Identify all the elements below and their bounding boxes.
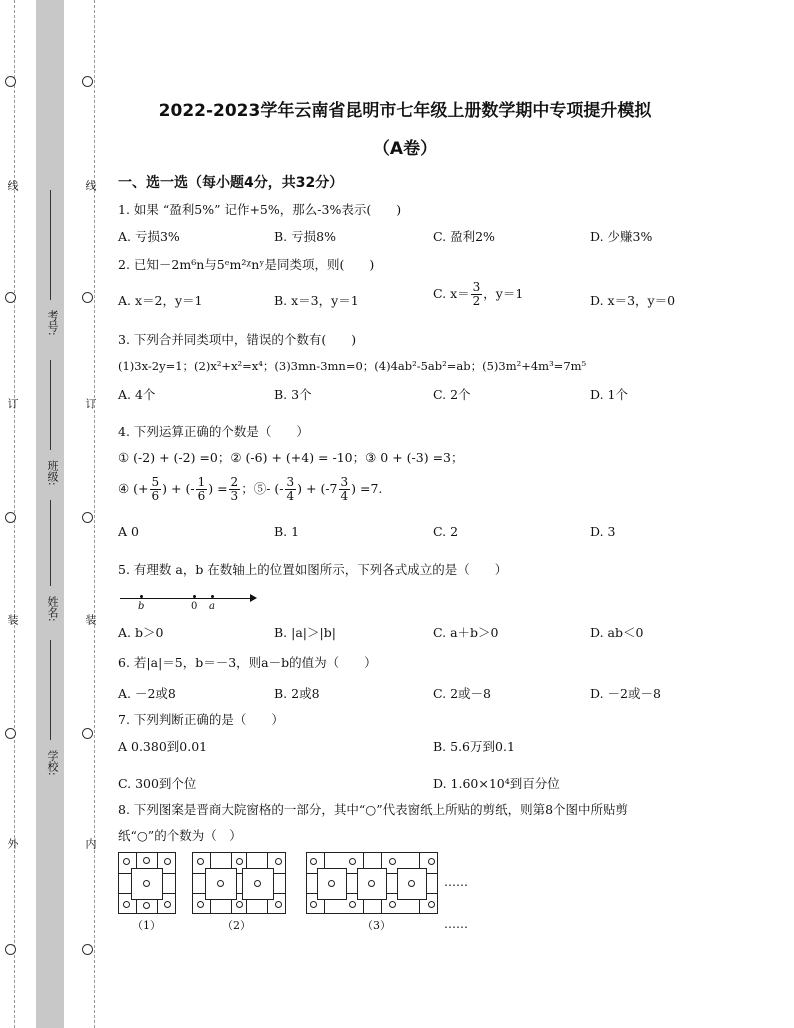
q6-option-a: A. －2或8 [118,686,176,701]
inner-dashed-line [94,0,95,1028]
binding-hole [82,728,93,739]
q4-line-2: ④ (+ $\frac{5}{6}$ ) + (- $\frac{1}{6}$ ) = $\frac{2}{3}$ ；⑤- (- $\frac{3}{4}$ ) + (-7 $\frac{3}{4}$ ) =7. [118,475,383,503]
q7-option-b: B. 5.6万到0.1 [433,739,515,754]
number-line-label-b: b [138,601,145,612]
q4-option-d: D. 3 [590,524,616,539]
exam-number-label: 考号: [46,310,59,336]
page-subtitle: （A卷） [372,139,438,159]
q6-option-c: C. 2或－8 [433,686,491,701]
question-8-line-1: 8. 下列图案是晋商大院窗格的一部分，其中“○”代表窗纸上所贴的剪纸，则第8个图中所贴剪 [118,802,629,817]
q3-option-c: C. 2个 [433,387,471,402]
binding-hole [5,944,16,955]
figure-caption-1: （1） [132,919,161,932]
window-pattern-3 [306,852,438,914]
inner-mark: 订 [84,398,97,409]
question-8-line-2: 纸“○”的个数为（ ） [118,828,242,843]
figure-caption-2: （2） [222,919,251,932]
binding-hole [82,76,93,87]
q1-option-c: C. 盈利2% [433,229,495,244]
section-heading: 一、选一选（每小题4分，共32分） [118,175,344,191]
q5-option-d: D. ab＜0 [590,625,644,640]
outer-mark: 线 [6,180,19,191]
q2-option-d: D. x＝3，y＝0 [590,293,676,308]
binding-hole [82,512,93,523]
school-label: 学校: [46,750,59,776]
q2-option-a: A. x＝2，y＝1 [118,293,203,308]
inner-mark: 装 [84,614,97,625]
figure-caption-3: （3） [362,919,391,932]
outer-mark: 订 [6,398,19,409]
binding-hole [82,292,93,303]
question-5: 5. 有理数 a，b 在数轴上的位置如图所示，下列各式成立的是（ ） [118,562,508,577]
question-6: 6. 若|a|＝5，b＝－3，则a－b的值为（ ） [118,655,377,670]
point-b [140,595,143,598]
inner-mark: 线 [84,180,97,191]
question-2: 2. 已知－2m⁶n与5ᵉm²ᵡnʸ是同类项，则( ) [118,257,375,272]
school-blank [50,640,51,740]
binding-hole [82,944,93,955]
number-line [120,598,255,599]
q6-option-b: B. 2或8 [274,686,320,701]
q7-option-a: A 0.380到0.01 [118,739,208,754]
window-pattern-2 [192,852,286,914]
binding-hole [5,512,16,523]
q5-option-b: B. |a|＞|b| [274,625,336,640]
q4-line-1: ① (-2) + (-2) =0；② (-6) + (+4) = -10；③ 0 + (-3) =3； [118,450,464,465]
q5-option-c: C. a＋b＞0 [433,625,499,640]
binding-hole [5,728,16,739]
q2-option-c: C. x＝ $\frac{3}{2}$ ，y＝1 [433,280,524,308]
class-blank [50,360,51,450]
q7-option-c: C. 300到个位 [118,776,197,791]
page-title: 2022-2023学年云南省昆明市七年级上册数学期中专项提升模拟 [158,101,652,121]
point-a [211,595,214,598]
name-label: 姓名: [46,596,59,622]
q4-option-b: B. 1 [274,524,300,539]
outer-mark: 装 [6,614,19,625]
inner-mark: 内 [84,838,97,849]
q4-option-c: C. 2 [433,524,459,539]
question-1: 1. 如果 “盈利5%” 记作+5%，那么-3%表示( ) [118,202,402,217]
q4-option-a: A 0 [118,524,139,539]
q7-option-d: D. 1.60×10⁴到百分位 [433,776,560,791]
q5-option-a: A. b＞0 [118,625,164,640]
q1-option-b: B. 亏损8% [274,229,336,244]
q3-option-b: B. 3个 [274,387,312,402]
window-pattern-1 [118,852,176,914]
q1-option-d: D. 少赚3% [590,229,653,244]
number-line-label-a: a [209,601,215,612]
q2-option-b: B. x＝3，y＝1 [274,293,359,308]
class-label: 班级: [46,460,59,486]
question-4: 4. 下列运算正确的个数是（ ） [118,424,309,439]
number-line-arrow [250,594,257,602]
name-blank [50,500,51,586]
figure-ellipsis: …… [444,875,468,889]
binding-hole [5,292,16,303]
q1-option-a: A. 亏损3% [118,229,180,244]
q3-option-a: A. 4个 [118,387,156,402]
caption-ellipsis: …… [444,917,468,931]
point-zero [193,595,196,598]
outer-mark: 外 [6,838,19,849]
number-line-label-zero: 0 [191,601,198,612]
q3-option-d: D. 1个 [590,387,628,402]
q6-option-d: D. －2或－8 [590,686,661,701]
binding-hole [5,76,16,87]
exam-number-blank [50,190,51,300]
q3-items: (1)3x-2y=1；(2)x²+x²=x⁴；(3)3mn-3mn=0；(4)4ab²-5ab²=ab；(5)3m²+4m³=7m⁵ [118,359,587,373]
question-3: 3. 下列合并同类项中，错误的个数有( ) [118,332,357,347]
question-7: 7. 下列判断正确的是（ ） [118,712,284,727]
